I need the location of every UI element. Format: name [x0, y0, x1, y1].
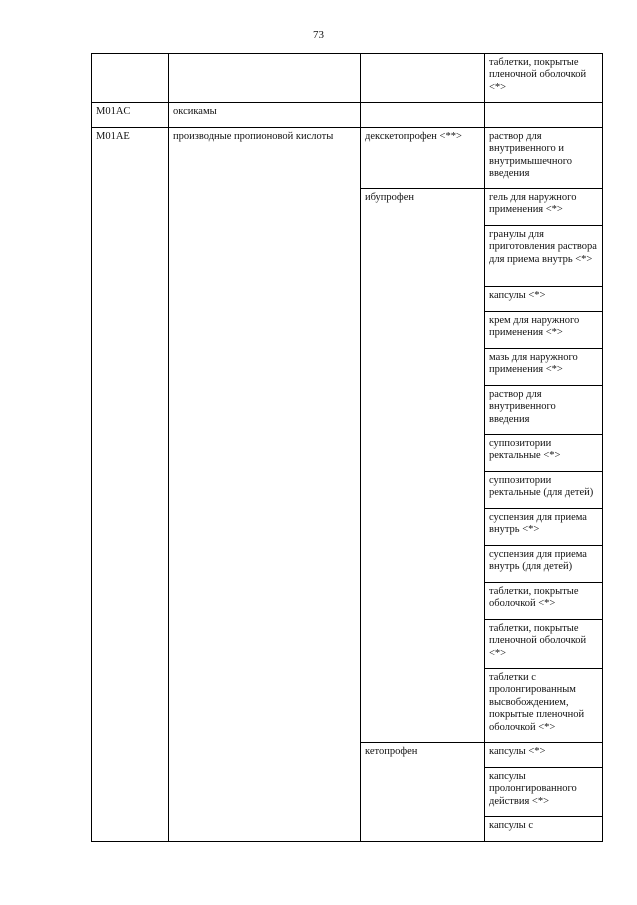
group-cell: производные пропионовой кислоты: [169, 128, 361, 842]
dosage-form-cell: капсулы с: [485, 817, 603, 842]
dosage-form-cell: суспензия для приема внутрь (для детей): [485, 546, 603, 583]
substance-cell: кетопрофен: [361, 743, 485, 842]
dosage-form-cell: капсулы пролонгированного действия <*>: [485, 768, 603, 817]
dosage-form-cell: таблетки, покрытые оболочкой <*>: [485, 583, 603, 620]
table-row: [92, 54, 603, 103]
dosage-form-cell: капсулы <*>: [485, 287, 603, 312]
group-cell: оксикамы: [169, 103, 361, 128]
dosage-form-cell: мазь для наружного применения <*>: [485, 349, 603, 386]
substance-cell: [361, 103, 485, 128]
dosage-form-cell: раствор для внутривенного введения: [485, 386, 603, 435]
dosage-form-cell: таблетки, покрытые пленочной оболочкой <*>: [485, 620, 603, 669]
drug-table: [91, 53, 603, 842]
atc-code-cell: M01AE: [92, 128, 169, 842]
dosage-form-cell: [485, 103, 603, 128]
dosage-form-cell: суппозитории ректальные <*>: [485, 435, 603, 472]
dosage-form-cell: суспензия для приема внутрь <*>: [485, 509, 603, 546]
dosage-form-cell: таблетки, покрытые пленочной оболочкой <*>: [485, 54, 603, 103]
dosage-form-cell: таблетки с пролонгированным высвобождением, покрытые пленочной оболочкой <*>: [485, 669, 603, 743]
atc-code-cell: [92, 54, 169, 103]
dosage-form-cell: гель для наружного применения <*>: [485, 189, 603, 226]
substance-cell: [361, 54, 485, 103]
dosage-form-cell: раствор для внутривенного и внутримышечного введения: [485, 128, 603, 189]
group-cell: [169, 54, 361, 103]
substance-cell: ибупрофен: [361, 189, 485, 743]
substance-cell: декскетопрофен <**>: [361, 128, 485, 189]
dosage-form-cell: капсулы <*>: [485, 743, 603, 768]
dosage-form-cell: крем для наружного применения <*>: [485, 312, 603, 349]
dosage-form-cell: суппозитории ректальные (для детей): [485, 472, 603, 509]
page-number: 73: [313, 29, 324, 41]
dosage-form-cell: гранулы для приготовления раствора для приема внутрь <*>: [485, 226, 603, 287]
table-row: [92, 103, 603, 128]
table-row: [92, 128, 603, 189]
atc-code-cell: M01AC: [92, 103, 169, 128]
